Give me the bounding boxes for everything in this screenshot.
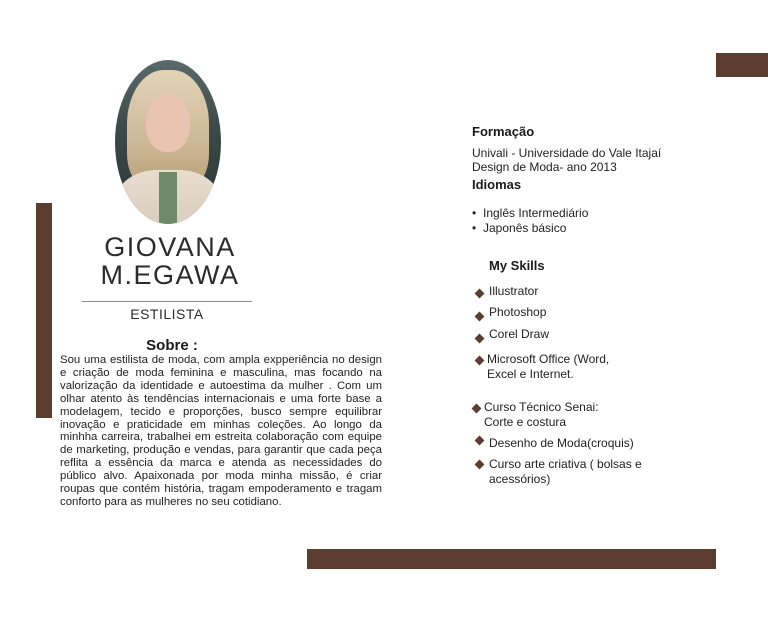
language-item xyxy=(472,221,566,235)
diamond-bullet-icon xyxy=(475,289,485,299)
skills-title: My Skills xyxy=(489,258,545,273)
language-label: Inglês Intermediário xyxy=(483,206,589,220)
skill-item: Desenho de Moda(croquis) xyxy=(489,436,634,450)
name-line-1: GIOVANA xyxy=(104,232,236,262)
bullet-icon: • xyxy=(472,206,477,220)
decorative-bar-top-right xyxy=(716,53,768,77)
idiomas-title: Idiomas xyxy=(472,177,522,192)
skill-item: Corel Draw xyxy=(489,327,550,341)
about-text: Sou uma estilista de moda, com ampla expperiência no design e criação de moda feminina e masculina, mas focando na valorização da identidade e autoestima da mulher . Com um olhar atento às tendências internacionais e uma forte base a modelagem, tecido e proporções, busco sempre equilibrar inovação e praticidade em minhas coleções. Ao longo da minhha carreira, trabalhei em estreita colaboração com equipe de marketing, produção e vendas, para garantir que cada peça reflita a essência da marca e atenda as necessidades do público alvo. Apaixonada por moda minha missão, é criar roupas que contém história, tragam empoderamento e tragam conforto para as mulheres no seu cotidiano. xyxy=(60,354,382,508)
about-title: Sobre : xyxy=(146,337,198,354)
language-item xyxy=(472,206,588,220)
skill-item: Curso Técnico Senai: Corte e costura xyxy=(484,400,599,429)
decorative-bar-left xyxy=(36,203,52,418)
diamond-bullet-icon xyxy=(472,404,482,414)
decorative-bar-bottom xyxy=(307,549,716,569)
photo-shirt xyxy=(159,172,177,224)
profile-photo xyxy=(115,60,221,224)
profile-name xyxy=(90,233,250,289)
name-divider xyxy=(82,301,252,302)
diamond-bullet-icon xyxy=(475,356,485,366)
diamond-bullet-icon xyxy=(475,334,485,344)
profile-role: ESTILISTA xyxy=(130,306,204,322)
skill-item: Photoshop xyxy=(489,305,547,319)
bullet-icon: • xyxy=(472,221,477,235)
name-line-2: M.EGAWA xyxy=(100,260,240,290)
diamond-bullet-icon xyxy=(475,436,485,446)
skill-item: Curso arte criativa ( bolsas e acessórios) xyxy=(489,457,642,486)
formacao-line: Univali - Universidade do Vale Itajaí xyxy=(472,146,662,160)
skill-item: Microsoft Office (Word, Excel e Internet. xyxy=(487,352,610,381)
language-label: Japonês básico xyxy=(483,221,567,235)
diamond-bullet-icon xyxy=(475,460,485,470)
skill-item: Illustrator xyxy=(489,284,539,298)
formacao-line: Design de Moda- ano 2013 xyxy=(472,160,617,174)
photo-face xyxy=(146,94,190,152)
diamond-bullet-icon xyxy=(475,312,485,322)
formacao-title: Formação xyxy=(472,124,535,139)
